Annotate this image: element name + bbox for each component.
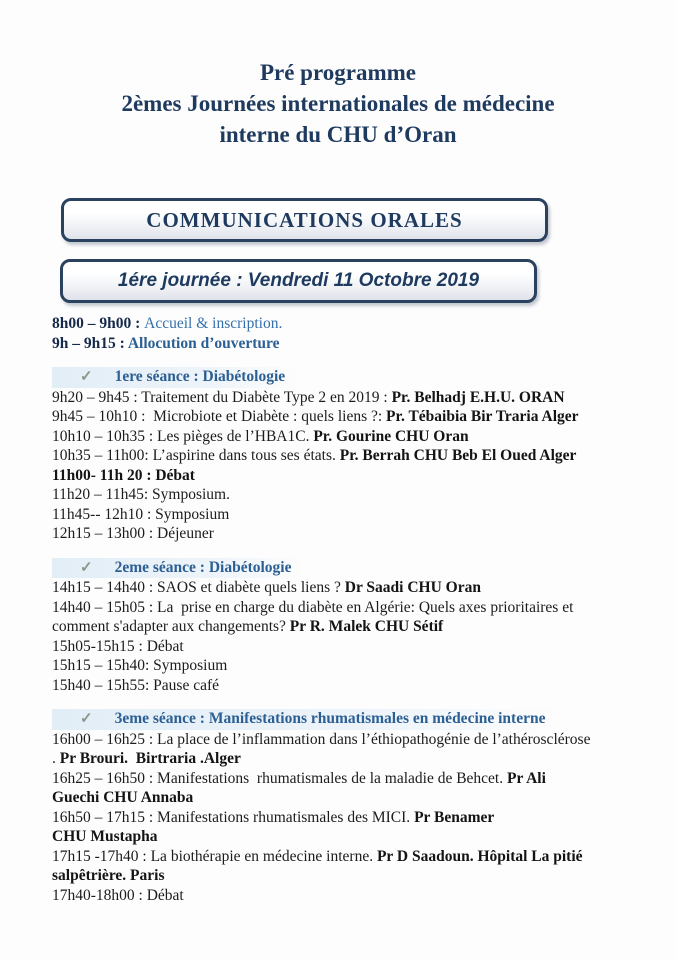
- schedule-line: [52, 598, 654, 637]
- schedule-text-segment: Allocution d’ouverture: [127, 334, 280, 352]
- title-line-1: Pré programme: [259, 60, 417, 85]
- schedule-line: [52, 446, 654, 466]
- day-banner: [60, 259, 537, 303]
- schedule-line: [52, 314, 654, 334]
- schedule-text-segment: Pr D Saadoun. Hôpital La pitié: [376, 847, 583, 865]
- schedule-text-segment: .: [52, 750, 60, 767]
- schedule-text-segment: 15h15 – 15h40: Symposium: [52, 657, 228, 674]
- schedule-text-segment: Pr R. Malek CHU Sétif: [289, 618, 444, 635]
- schedule-text-segment: salpêtrière. Paris: [52, 867, 165, 884]
- schedule-text-segment: 12h15 – 13h00 : Déjeuner: [52, 525, 214, 542]
- schedule-text-segment: 9h – 9h15 :: [52, 334, 128, 352]
- schedule-text-segment: Pr. Tébaibia Bir Traria Alger: [386, 408, 579, 425]
- title-line-2: 2èmes Journées internationales de médecine: [121, 91, 555, 116]
- schedule-text-segment: 11h00- 11h 20 : Débat: [52, 466, 195, 484]
- schedule-line: [52, 847, 654, 886]
- schedule-line: [52, 730, 654, 769]
- schedule-text-segment: 9h45 – 10h10 : Microbiote et Diabète : quels liens ?:: [52, 408, 387, 425]
- schedule-text-segment: 2eme séance : Diabétologie: [114, 558, 292, 576]
- schedule-text-segment: CHU Mustapha: [52, 828, 158, 845]
- schedule-text-segment: 16h50 – 17h15 : Manifestations rhumatismales des MICI.: [52, 808, 415, 826]
- schedule-text-segment: 3eme séance : Manifestations rhumatismales en médecine interne: [114, 710, 546, 727]
- schedule-text-segment: Pr Ali: [507, 769, 546, 787]
- communications-orales-label: COMMUNICATIONS ORALES: [146, 207, 463, 232]
- schedule-text-segment: 11h45-- 12h10 : Symposium: [52, 505, 230, 523]
- schedule-line: [52, 769, 654, 808]
- schedule-line: [52, 427, 654, 447]
- schedule-text-segment: Accueil & inscription.: [144, 315, 283, 332]
- schedule-text-segment: Pr. Berrah CHU Beb El Oued Alger: [339, 447, 577, 464]
- schedule-text-segment: Pr Brouri. Birtraria .Alger: [59, 750, 241, 767]
- schedule-text-segment: Dr Saadi CHU Oran: [344, 579, 481, 596]
- schedule-text-segment: 10h35 – 11h00: L’aspirine dans tous ses états.: [52, 447, 340, 464]
- title-line-3: interne du CHU d’Oran: [219, 122, 457, 147]
- schedule-text-segment: 16h25 – 16h50 : Manifestations rhumatismales de la maladie de Behcet.: [52, 769, 507, 787]
- schedule-line: [52, 886, 654, 906]
- checkmark-icon: ✓: [80, 369, 93, 385]
- schedule-line: [52, 656, 654, 676]
- schedule-text-segment: 10h10 – 10h35 : Les pièges de l’HBA1C.: [52, 427, 314, 445]
- checkmark-icon: ✓: [80, 559, 93, 576]
- schedule-text-segment: 8h00 – 9h00 :: [52, 315, 145, 332]
- document-title: [0, 0, 676, 150]
- schedule-text-segment: 16h00 – 16h25 : La place de l’inflammation dans l’éthiopathogénie de l’athérosclérose: [52, 730, 591, 748]
- schedule-line: [52, 407, 654, 427]
- schedule-text-segment: Pr. Belhadj E.H.U. ORAN: [391, 388, 565, 406]
- schedule-text-segment: 17h15 -17h40 : La biothérapie en médecine interne.: [52, 847, 377, 865]
- schedule-line: [52, 334, 654, 354]
- schedule-line: [52, 485, 654, 505]
- session-heading: [52, 558, 305, 579]
- schedule-line: [52, 578, 654, 598]
- schedule-text-segment: Guechi CHU Annaba: [52, 789, 194, 806]
- schedule-text-segment: 14h40 – 15h05 : La prise en charge du diabète en Algérie: Quels axes prioritaires et: [52, 598, 574, 616]
- schedule-text-segment: 9h20 – 9h45 : Traitement du Diabète Type 2 en 2019 :: [52, 388, 392, 406]
- schedule-line: [52, 637, 654, 657]
- schedule-text-segment: 14h15 – 14h40 : SAOS et diabète quels liens ?: [52, 579, 345, 596]
- schedule-line: [52, 388, 654, 408]
- session-heading: [52, 367, 299, 388]
- schedule-text-segment: 15h05-15h15 : Débat: [52, 637, 184, 655]
- schedule-text-segment: Pr. Gourine CHU Oran: [313, 427, 469, 445]
- schedule-text-segment: comment s'adapter aux changements?: [52, 618, 290, 635]
- schedule-line: [52, 524, 654, 544]
- schedule-text-segment: Pr Benamer: [414, 808, 495, 826]
- checkmark-icon: ✓: [80, 711, 93, 727]
- session-heading: [52, 709, 559, 730]
- day-banner-label: 1ére journée : Vendredi 11 Octobre 2019: [117, 270, 480, 291]
- schedule-line: [52, 466, 654, 486]
- schedule-text-segment: 1ere séance : Diabétologie: [114, 368, 286, 385]
- schedule-line: [52, 505, 654, 525]
- schedule-line: [52, 676, 654, 696]
- schedule-text-segment: 15h40 – 15h55: Pause café: [52, 676, 220, 694]
- schedule: [52, 314, 654, 905]
- communications-orales-banner: [61, 198, 548, 242]
- schedule-text-segment: 17h40-18h00 : Débat: [52, 886, 184, 904]
- schedule-line: [52, 808, 654, 847]
- schedule-text-segment: 11h20 – 11h45: Symposium.: [52, 486, 230, 503]
